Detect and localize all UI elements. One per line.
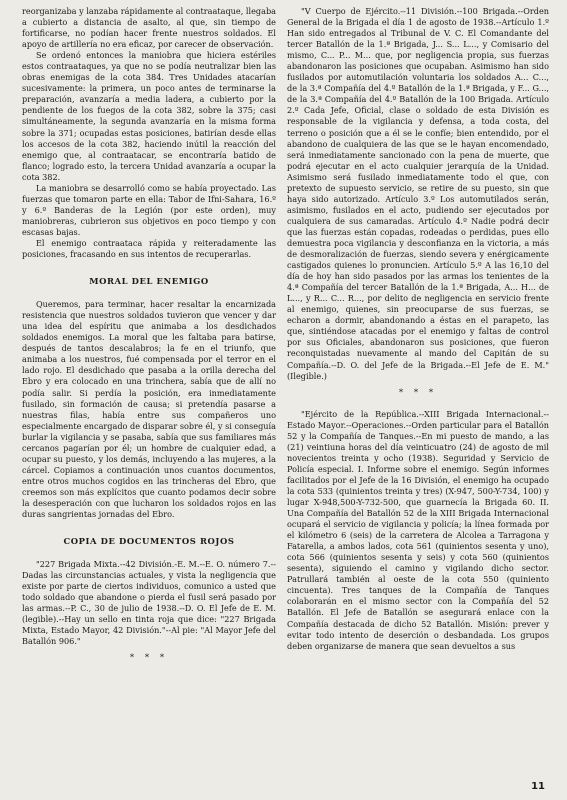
paragraph: La maniobra se desarrolló como se había proyectado. Las fuerzas que tomaron parte en ella: Tabor de Ifni-Sahara, 16.º y 6.º Banderas de la Legión (por este orden), muy maniobreras, cubrieron sus objetivos en poco tiempo y con escasas bajas. [22,182,276,237]
paragraph: "Ejército de la República.--XIII Brigada Internacional.--Estado Mayor.--Operaciones.--Orden particular para el Batallón 52 y la Compañía de Tanques.--En mi puesto de mando, a las (21) veintiuna horas del día veinticuatro (24) de agosto de mil novecientos treinta y ocho (1938). Seguridad y Servicio de Policía especial. I. Informe sobre el enemigo. Según informes facilitados por el Jefe de la 16 División, el enemigo ha ocupado la cota 533 (quinientos treinta y tres) (X-947, 500-Y-734, 100) y lugar X-948,500-Y-732-500, que guarnecía la Brigada 60. II. Una Compañía del Batallón 52 de la XIII Brigada Internacional ocupará el servicio de vigilancia y policía; la línea formada por el kilómetro 6 (seis) de la carretera de Alcolea a Tarragona y Fatarella, a ambos lados, cota 561 (quinientos sesenta y uno), cota 566 (quinientos sesenta y seis) y cota 560 (quinientos sesenta), siguiendo el camino y vigilando dicho sector. Patrullará también al oeste de la cota 550 (quiniento cincuenta). Tres tanques de la Compañía de Tanques colaborarán en el mismo sector con la Compañía del 52 Batallón. El Jefe de Batallón se asegurará enlace con la Compañía destacada de dicho 52 Batallón. Misión: prever y evitar todo intento de deserción o desbandada. Los grupos deben organizarse de manera que sean devueltos a sus [287,408,549,651]
paragraph: "V Cuerpo de Ejército.--11 División.--100 Brigada.--Orden General de la Brigada el día 1 de agosto de 1938.--Artículo 1.º Han sido entregados al Tribunal de V. C. El Comandante del tercer Batallón de la 1.ª Brigada, J... S... L..., y Comisario del mismo, C... P... M... que, por negligencia propia, sus fuerzas abandonaron las posiciones que ocupaban. Asimismo han sido fusilados por automutilación voluntaria los soldados A... C..., de la 3.ª Compañía del 4.º Batallón de la 1.ª Brigada, y F... G..., de la 3.ª Compañía del 4.º Batallón de la 100 Brigada. Artículo 2.º Cada Jefe, Oficial, clase o soldado de esta División es responsable de la vigilancia y defensa, a toda costa, del terreno o posición que a él se le confíe; bien entendido, por el abandono de cualquiera de las que se le hayan encomendado, será inmediatamente sancionado con la pena de muerte, que podrá ejecutar en el acto cualquier jerarquía de la Unidad. Asimismo será fusilado inmediatamente todo el que, con pretexto de supuesto servicio, se retire de su puesto, sin que haya sido autorizado. Artículo 3.º Los automutilados serán, asimismo, fusilados en el acto, pudiendo ser ejecutados por cualquiera de sus camaradas. Artículo 4.º Nadie podrá decir que las fuerzas están copadas, rodeadas o perdidas, pues ello demuestra poca vigilancia y desconfianza en la victoria, a más de desmoralización de fuerzas, siendo severa y enérgicamente castigados quienes lo pronuncien. Artículo 5.º A las 16,10 del día de hoy han sido pasados por las armas los tenientes de la 4.ª Compañía del tercer Batallón de la 1.ª Brigada, A... H... de L..., y R... C... R..., por delito de negligencia en servicio frente al enemigo, quienes, sin preocuparse de sus fuerzas, se echaron a dormir, abandonando a éstas en el parapeto, las que, sintiéndose atacadas por el enemigo y faltas de control por sus Oficiales, abandonaron sus posiciones, que fueron reconquistadas nuevamente al mando del Capitán de su Compañía.--D. O. del Jefe de la Brigada.--El Jefe de E. M." (Ilegible.) [287,6,549,381]
left-column [22,6,276,675]
separator-stars: * * * [398,387,438,398]
paragraph: Queremos, para terminar, hacer resaltar la encarnizada resistencia que nuestros soldados tuvieron que vencer y dar una idea del espíritu que animaba a los desdichados soldados enemigos. La moral que les faltaba para batirse, después de tantos descalabros; la fe en el triunfo, que animaba a los nuestros, fué compensada por el terror en el lado rojo. El desdichado que pasaba a la orilla derecha del Ebro y era colocado en una trinchera, sabía que de allí no podía salir. Si perdía la posición, era inmediatamente fusilado, sin formación de causa; si pretendía pasarse a nuestras filas, había entre sus compañeros uno especialmente encargado de disparar sobre él, y si conseguía burlar la vigilancia y se pasaba, sabía que sus familiares más cercanos pagarían por él; un hombre de cualquier edad, a ocupar su puesto, y los demás, incluyendo a las mujeres, a la cárcel. Copiamos a continuación unos cuantos documentos, entre otros muchos cogidos en las trincheras del Ebro, que creemos son más explícitos que cuanto podamos decir sobre la desesperación con que lucharon los soldados rojos en las duras sangrientas jornadas del Ebro. [22,299,276,520]
paragraph: reorganizaba y lanzaba rápidamente al contraataque, llegaba a cubierto a distancia de asalto, al que, sin tiempo de fortificarse, no podían hacer frente nuestros soldados. El apoyo de artillería no era eficaz, por carecer de observación. [22,6,276,50]
section-heading-moral: MORAL DEL ENEMIGO [89,276,209,287]
page-number: 11 [531,781,545,792]
paragraph: "227 Brigada Mixta.--42 División.-E. M.--E. O. número 7.--Dadas las circunstancias actuales, y vista la negligencia que existe por parte de ciertos individuos, comunico a usted que todo soldado que abandone o pierda el fusil será pasado por las armas.--P. C., 30 de julio de 1938.--D. O. El Jefe de E. M. (legible).--Hay un sello en tinta roja que dice: "227 Brigada Mixta, Estado Mayor, 42 División."--Al pie: "Al Mayor Jefe del Batallón 906." [22,559,276,647]
right-column [287,6,549,652]
separator-stars: * * * [129,653,169,664]
section-heading-copia: COPIA DE DOCUMENTOS ROJOS [63,536,235,547]
paragraph: Se ordenó entonces la maniobra que hiciera estériles estos contraataques, ya que no se podía neutralizar bien las obras enemigas de la cota 384. Tres Unidades atacarían sucesivamente: la primera, un poco antes de terminarse la preparación, avanzaría a media ladera, a cubierto por la pendiente de los fuegos de la cota 382, sobre la 375; casi simultáneamente, la segunda avanzaría en la misma forma sobre la 371; ocupadas estas posiciones, batirían desde ellas los accesos de la cota 382, haciendo inútil la reacción del enemigo que, al contraatacar, se encontraría batido de flanco; logrado esto, la tercera Unidad avanzaría a ocupar la cota 382. [22,50,276,182]
paragraph: El enemigo contraataca rápida y reiteradamente las posiciones, fracasando en sus intentos de recuperarlas. [22,237,276,260]
